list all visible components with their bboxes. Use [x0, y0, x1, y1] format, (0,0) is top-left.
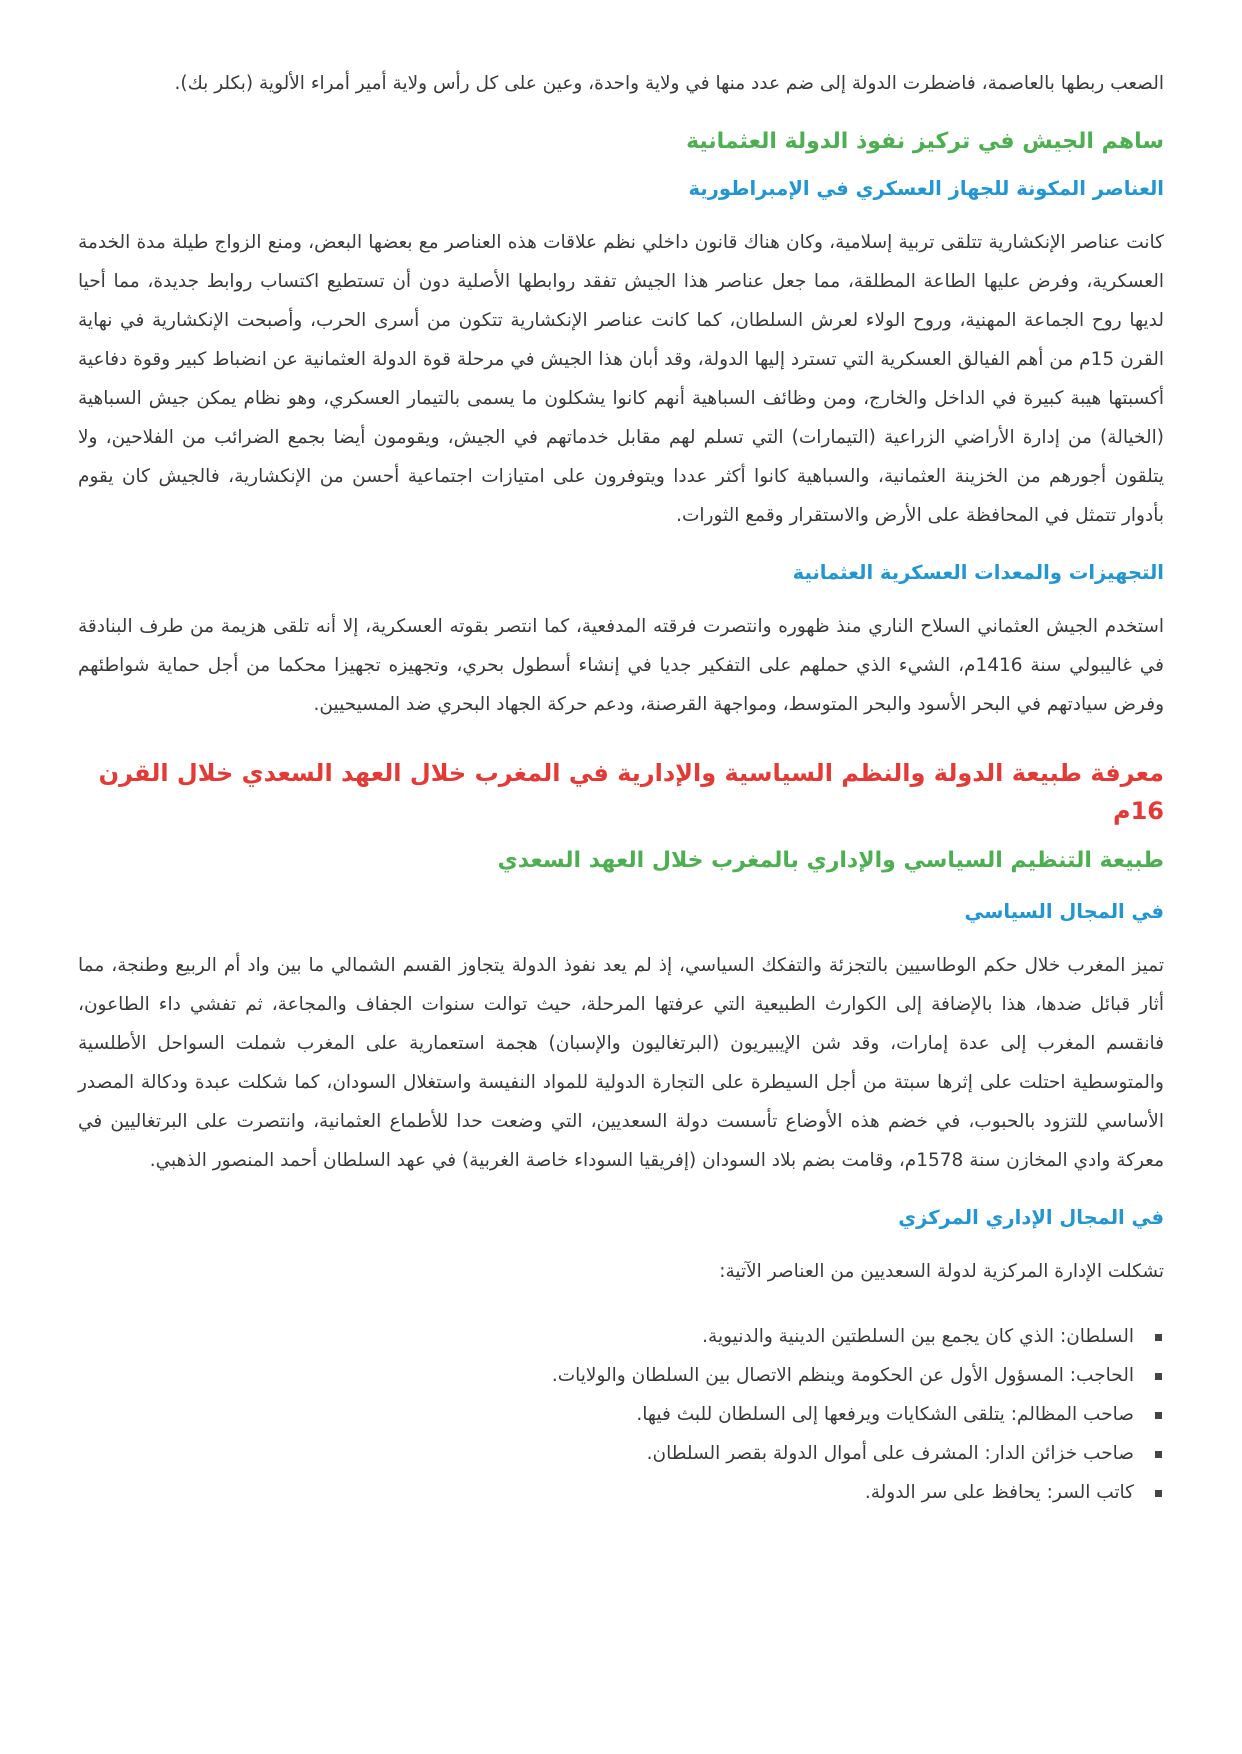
saadi-section-heading: معرفة طبيعة الدولة والنظم السياسية والإدارية في المغرب خلال العهد السعدي خلال القرن 16م — [98, 759, 1164, 825]
military-equipment-heading: التجهيزات والمعدات العسكرية العثمانية — [792, 561, 1164, 584]
bullet-square-icon — [1155, 1412, 1162, 1419]
list-item-text: صاحب المظالم: يتلقى الشكايات ويرفعها إلى السلطان للبث فيها. — [636, 1404, 1134, 1425]
administrative-intro: تشكلت الإدارة المركزية لدولة السعديين من العناصر الآتية: — [719, 1261, 1164, 1282]
list-item-text: السلطان: الذي كان يجمع بين السلطتين الدينية والدنيوية. — [702, 1326, 1134, 1347]
bullet-square-icon — [1155, 1490, 1162, 1497]
list-item — [78, 1395, 1164, 1434]
military-components-paragraph: كانت عناصر الإنكشارية تتلقى تربية إسلامية، وكان هناك قانون داخلي نظم علاقات هذه العناصر مع بعضها البعض، ومنع الزواج طيلة مدة الخدمة العسكرية، وفرض عليها الطاعة المطلقة، مما جعل عناصر هذا الجيش تفقد روابطها الأصلية دون أن تستطيع اكتساب روابط جديدة، مما أحيا لديها روح الجماعة المهنية، وروح الولاء لعرش السلطان، كما كانت عناصر الإنكشارية تتكون من أسرى الحرب، وأصبحت الإنكشارية في نهاية القرن 15م من أهم الفيالق العسكرية التي تسترد إليها الدولة، وقد أبان هذا الجيش في مرحلة قوة الدولة العثمانية عن انضباط كبير وقوة دفاعية أكسبتها هيبة كبيرة في الداخل والخارج، ومن وظائف السباهية أنهم كانوا يشكلون ما يسمى بالتيمار العسكري، وهو نظام يمكن جيش السباهية (الخيالة) من إدارة الأراضي الزراعية (التيمارات) التي تسلم لهم مقابل خدماتهم في الجيش، ويقومون أيضا بجمع الضرائب من الفلاحين، ولا يتلقون أجورهم من الخزينة العثمانية، والسباهية كانوا أكثر عددا ويتوفرون على امتيازات اجتماعية أحسن من الإنكشارية، فالجيش كان يقوم بأدوار تتمثل في المحافظة على الأرض والاستقرار وقمع الثورات. — [78, 232, 1164, 526]
administrative-field-heading: في المجال الإداري المركزي — [898, 1206, 1164, 1229]
bullet-square-icon — [1155, 1451, 1162, 1458]
list-item-text: كاتب السر: يحافظ على سر الدولة. — [864, 1482, 1134, 1503]
list-item-text: الحاجب: المسؤول الأول عن الحكومة وينظم الاتصال بين السلطان والولايات. — [551, 1365, 1134, 1386]
political-field-heading: في المجال السياسي — [964, 900, 1164, 923]
military-equipment-paragraph: استخدم الجيش العثماني السلاح الناري منذ ظهوره وانتصرت فرقته المدفعية، كما انتصر بقوته العسكرية، إلا أنه تلقى هزيمة من طرف البنادقة في غاليبولي سنة 1416م، الشيء الذي حملهم على التفكير جديا في إنشاء أسطول بحري، وتجهيزه تجهيزا محكما من أجل حماية شواطئهم وفرض سيادتهم في البحر الأسود والبحر المتوسط، ومواجهة القرصنة، ودعم حركة الجهاد البحري ضد المسيحيين. — [78, 616, 1164, 715]
list-item — [78, 1356, 1164, 1395]
list-item — [78, 1473, 1164, 1512]
intro-paragraph: الصعب ربطها بالعاصمة، فاضطرت الدولة إلى ضم عدد منها في ولاية واحدة، وعين على كل رأس ولاية أمير أمراء الألوية (بكلر بك). — [174, 73, 1164, 94]
list-item-text: صاحب خزائن الدار: المشرف على أموال الدولة بقصر السلطان. — [646, 1443, 1134, 1464]
political-field-paragraph: تميز المغرب خلال حكم الوطاسيين بالتجزئة والتفكك السياسي، إذ لم يعد نفوذ الدولة يتجاوز القسم الشمالي ما بين واد أم الربيع وطنجة، مما أثار قبائل ضدها، هذا بالإضافة إلى الكوارث الطبيعية التي عرفتها المرحلة، حيث توالت سنوات الجفاف والمجاعة، ثم تفشي داء الطاعون، فانقسم المغرب إلى عدة إمارات، وقد شن الإيبيريون (البرتغاليون والإسبان) هجمة استعمارية على المغرب شملت السواحل الأطلسية والمتوسطية احتلت على إثرها سبتة من أجل السيطرة على التجارة الدولية للمواد النفيسة واستغلال السودان، كما شكلت عبدة ودكالة المصدر الأساسي للتزود بالحبوب، في خضم هذه الأوضاع تأسست دولة السعديين، التي وضعت حدا للأطماع العثمانية، وانتصرت على البرتغاليين في معركة وادي المخازن سنة 1578م، وقامت بضم بلاد السودان (إفريقيا السوداء خاصة الغربية) في عهد السلطان أحمد المنصور الذهبي. — [78, 955, 1164, 1171]
saadi-organization-heading: طبيعة التنظيم السياسي والإداري بالمغرب خلال العهد السعدي — [497, 848, 1164, 873]
military-components-heading: العناصر المكونة للجهاز العسكري في الإمبراطورية — [688, 177, 1164, 200]
army-section-heading: ساهم الجيش في تركيز نفوذ الدولة العثمانية — [686, 129, 1164, 154]
list-item — [78, 1434, 1164, 1473]
bullet-square-icon — [1155, 1334, 1162, 1341]
administrative-elements-list — [78, 1317, 1164, 1512]
list-item — [78, 1317, 1164, 1356]
bullet-square-icon — [1155, 1373, 1162, 1380]
